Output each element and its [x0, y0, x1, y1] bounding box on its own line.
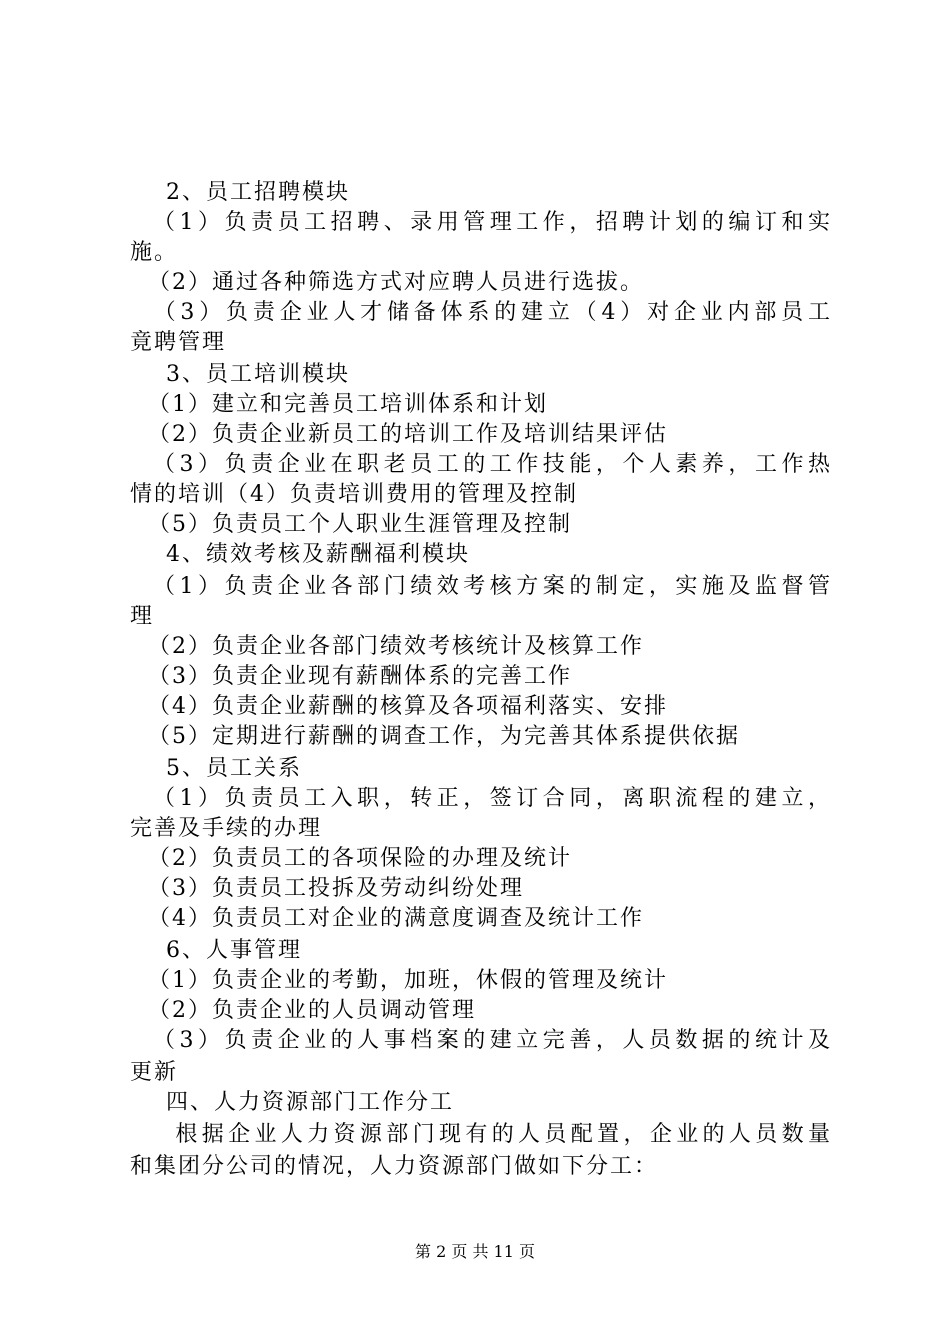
text-line: （4）负责员工对企业的满意度调查及统计工作: [130, 906, 644, 931]
text-line: 竟聘管理: [130, 330, 227, 355]
text-line: 6、人事管理: [130, 938, 302, 963]
text-line: （1）建立和完善员工培训体系和计划: [130, 392, 548, 417]
text-line: 情的培训（4）负责培训费用的管理及控制: [130, 482, 578, 507]
page-footer: 第 2 页 共 11 页: [415, 1242, 535, 1261]
text-line: （3）负责企业现有薪酬体系的完善工作: [130, 664, 572, 689]
text-line: （2）负责员工的各项保险的办理及统计: [130, 846, 572, 871]
text-line: （1）负责企业各部门绩效考核方案的制定，实施及监督管: [130, 574, 830, 599]
text-line: （3）负责员工投拆及劳动纠纷处理: [130, 876, 524, 901]
text-line: 根据企业人力资源部门现有的人员配置，企业的人员数量: [130, 1122, 830, 1147]
text-line: （5）负责员工个人职业生涯管理及控制: [130, 512, 572, 537]
text-line: 3、员工培训模块: [130, 362, 350, 387]
text-line: （2）负责企业各部门绩效考核统计及核算工作: [130, 634, 644, 659]
text-line: 和集团分公司的情况，人力资源部门做如下分工：: [130, 1154, 659, 1179]
text-line: 5、员工关系: [130, 756, 302, 781]
text-line: 施。: [130, 240, 179, 265]
text-line: （5）定期进行薪酬的调查工作，为完善其体系提供依据: [130, 724, 740, 749]
text-line: （1）负责员工入职，转正，签订合同，离职流程的建立，: [130, 786, 830, 811]
text-line: 完善及手续的办理: [130, 816, 323, 841]
text-line: （1）负责员工招聘、录用管理工作，招聘计划的编订和实: [130, 210, 830, 235]
text-line: 四、人力资源部门工作分工: [130, 1090, 454, 1115]
text-line: （2）通过各种筛选方式对应聘人员进行选拔。: [130, 270, 644, 295]
text-line: 2、员工招聘模块: [130, 180, 350, 205]
text-line: （1）负责企业的考勤，加班，休假的管理及统计: [130, 968, 668, 993]
text-line: （2）负责企业的人员调动管理: [130, 998, 476, 1023]
text-line: （3）负责企业人才储备体系的建立（4）对企业内部员工: [130, 300, 830, 325]
text-line: （4）负责企业薪酬的核算及各项福利落实、安排: [130, 694, 668, 719]
text-line: 4、绩效考核及薪酬福利模块: [130, 542, 470, 567]
text-line: 理: [130, 604, 155, 629]
text-line: （3）负责企业的人事档案的建立完善，人员数据的统计及: [130, 1028, 830, 1053]
text-line: 更新: [130, 1060, 179, 1085]
text-line: （3）负责企业在职老员工的工作技能，个人素养，工作热: [130, 452, 830, 477]
text-line: （2）负责企业新员工的培训工作及培训结果评估: [130, 422, 668, 447]
